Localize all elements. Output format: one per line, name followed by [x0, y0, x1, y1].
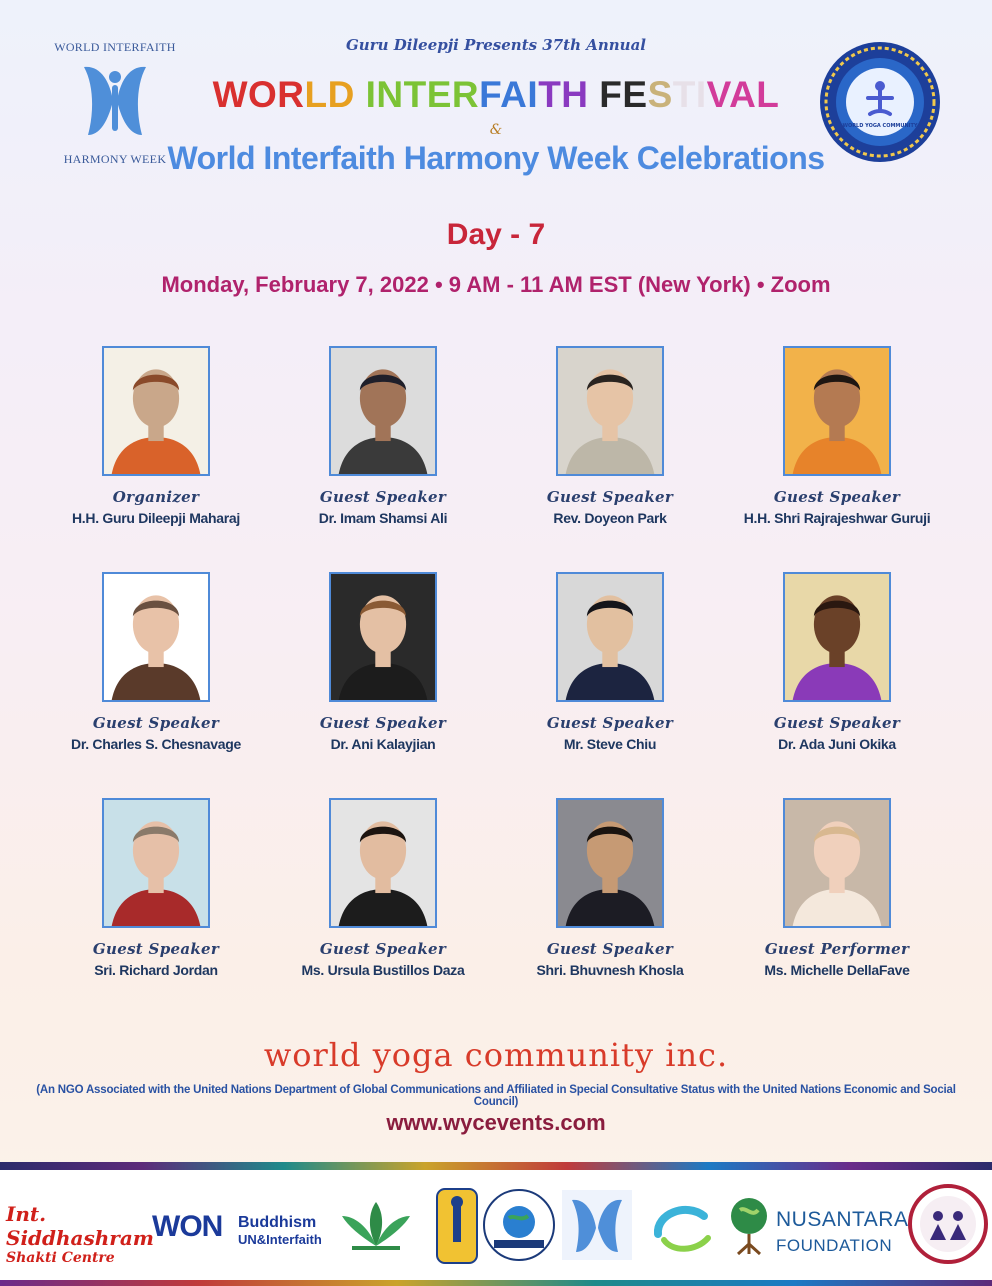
speaker-photo [102, 572, 210, 702]
temple-emblem-icon [436, 1188, 478, 1264]
speaker-card [56, 346, 256, 526]
svg-text:WORLD YOGA COMMUNITY: WORLD YOGA COMMUNITY [842, 123, 918, 129]
siddhashram-logo: Int. Siddhashram Shakti Centre [6, 1202, 154, 1266]
footer-bottom-divider [0, 1280, 992, 1286]
organization-name: world yoga community inc. [263, 1036, 729, 1074]
lotus-logo-icon [336, 1196, 416, 1256]
festival-title-segment: FAI [479, 74, 539, 115]
speaker-role: Guest Speaker [546, 488, 674, 506]
speaker-photo [556, 346, 664, 476]
speaker-role: Guest Speaker [773, 488, 901, 506]
speaker-name: H.H. Shri Rajrajeshwar Guruji [743, 510, 931, 526]
speaker-photo [556, 798, 664, 928]
festival-title-segment: FE [599, 74, 648, 115]
presenter-line: Guru Dileepji Presents 37th Annual [346, 36, 646, 54]
speaker-photo [783, 798, 891, 928]
speaker-card [510, 572, 710, 752]
women-group-seal-icon [908, 1184, 988, 1264]
speaker-card [56, 798, 256, 978]
harmony-week-subtitle: World Interfaith Harmony Week Celebrations [167, 140, 825, 176]
speaker-card [737, 798, 937, 978]
speaker-photo [556, 572, 664, 702]
festival-title-segment: TH [538, 74, 600, 115]
blue-community-logo-icon [646, 1194, 720, 1260]
speaker-role: Guest Speaker [773, 714, 901, 732]
speaker-card [283, 798, 483, 978]
speaker-card [283, 572, 483, 752]
speaker-card [56, 572, 256, 752]
speaker-name: Sri. Richard Jordan [94, 962, 218, 978]
footer-divider [0, 1162, 992, 1170]
festival-title-segment: S [647, 74, 673, 115]
speaker-name: Mr. Steve Chiu [563, 736, 657, 752]
speaker-name: Dr. Charles S. Chesnavage [71, 736, 241, 752]
speaker-name: Dr. Ani Kalayjian [330, 736, 436, 752]
speaker-role: Guest Speaker [92, 940, 220, 958]
speaker-photo [329, 346, 437, 476]
speaker-role: Guest Speaker [546, 940, 674, 958]
speaker-name: Dr. Ada Juni Okika [778, 736, 896, 752]
speaker-card [283, 346, 483, 526]
logo-top-text: WORLD INTERFAITH [54, 40, 176, 54]
speaker-photo [783, 346, 891, 476]
festival-title-segment: VAL [706, 74, 780, 115]
world-yoga-community-seal [818, 40, 942, 164]
event-datetime: Monday, February 7, 2022 • 9 AM - 11 AM EST (New York) • Zoom [161, 272, 831, 297]
speaker-role: Guest Speaker [319, 488, 447, 506]
speaker-photo [329, 798, 437, 928]
speaker-card [737, 346, 937, 526]
speaker-card [510, 798, 710, 978]
speaker-photo [102, 798, 210, 928]
won-logo-subtext: Buddhism UN&Interfaith [238, 1214, 322, 1247]
day-heading: Day - 7 [446, 218, 546, 251]
festival-title-segment: WOR [212, 74, 305, 115]
nusantara-foundation-logo: NUSANTARA FOUNDATION [776, 1208, 909, 1255]
ngo-status-note: (An NGO Associated with the United Nations Department of Global Communications and Affiliated in Special Consultative Status with the United Nations Economic and Social Council) [36, 1084, 956, 1108]
speaker-name: Ms. Michelle DellaFave [764, 962, 910, 978]
ampersand: & [489, 122, 503, 138]
speaker-name: Ms. Ursula Bustillos Daza [301, 962, 465, 978]
harmony-week-mark-icon [562, 1190, 632, 1260]
speaker-name: Shri. Bhuvnesh Khosla [536, 962, 684, 978]
speaker-name: H.H. Guru Dileepji Maharaj [71, 510, 240, 526]
speaker-role: Guest Speaker [319, 940, 447, 958]
speaker-role: Guest Speaker [92, 714, 220, 732]
speaker-role: Guest Speaker [546, 714, 674, 732]
speaker-photo [783, 572, 891, 702]
speaker-card [737, 572, 937, 752]
festival-title-segment: TI [672, 74, 707, 115]
speaker-role: Organizer [112, 488, 200, 506]
globe-badge-icon [482, 1188, 556, 1262]
speaker-card [510, 346, 710, 526]
speaker-name: Dr. Imam Shamsi Ali [318, 510, 448, 526]
speaker-role: Guest Performer [764, 940, 910, 958]
won-logo: WON [152, 1210, 223, 1243]
tree-globe-icon [726, 1196, 772, 1258]
speaker-photo [329, 572, 437, 702]
website-link[interactable]: www.wycevents.com [386, 1110, 606, 1135]
speaker-role: Guest Speaker [319, 714, 447, 732]
festival-title-segment: INTER [365, 74, 480, 115]
speaker-photo [102, 346, 210, 476]
speaker-name: Rev. Doyeon Park [553, 510, 667, 526]
festival-title-segment: LD [304, 74, 366, 115]
logo-bottom-text: HARMONY WEEK [63, 152, 167, 166]
